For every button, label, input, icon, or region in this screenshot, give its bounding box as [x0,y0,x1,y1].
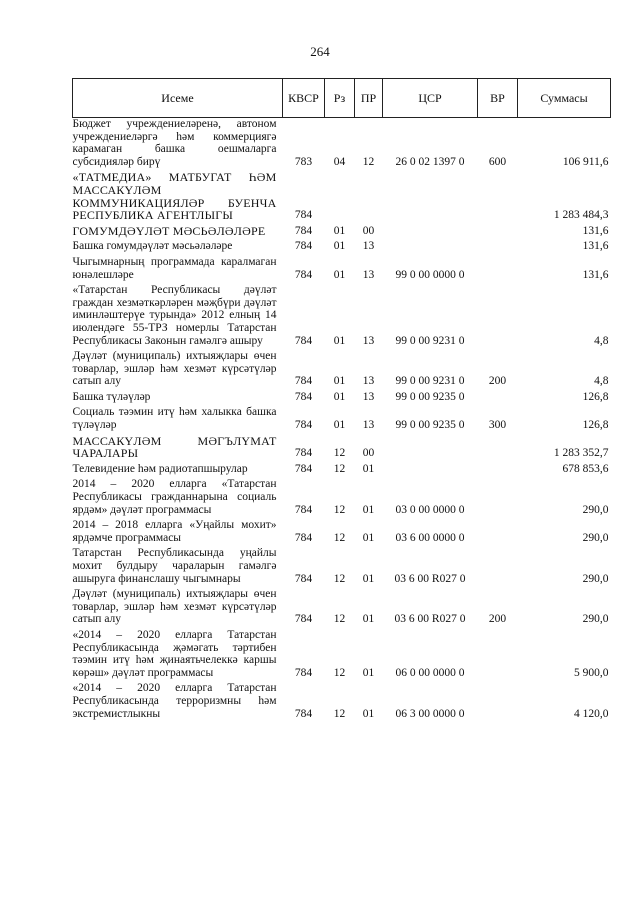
row-name: Дәүләт (муниципаль) ихтыяҗлары өчен товарлар, эшләр һәм хезмәт күрсәтүләр сатып алу [72,350,277,388]
row-pr: 01 [362,572,375,585]
row-pr: 01 [362,613,375,626]
row-pr: 00 [362,447,375,460]
row-kvsr: 784 [294,447,313,460]
row-vr [478,238,518,254]
row-kvsr: 784 [294,613,313,626]
row-name: Социаль тәэмин итү һәм халыкка башка түләүләр [72,406,277,432]
table-row [73,404,611,432]
row-name: Дәүләт (муниципаль) ихтыяҗлары өчен товарлар, эшләр һәм хезмәт күрсәтүләр сатып алу [72,588,277,626]
row-rz: 12 [333,613,346,626]
row-sum: 126,8 [582,390,609,403]
row-csr: 26 0 02 1397 0 [395,155,465,168]
row-kvsr: 784 [294,419,313,432]
table-row [73,348,611,389]
row-sum: 5 900,0 [574,666,609,679]
row-name: МАССАКҮЛӘМ МӘГЪЛҮМАТ ЧАРАЛАРЫ [72,433,277,461]
row-sum: 4,8 [594,375,609,388]
header-rz: Рз [325,79,355,118]
table-row [73,118,611,170]
table-row [73,223,611,239]
row-csr [383,238,478,254]
row-name: Телевидение һәм радиотапшырулар [72,462,248,475]
row-vr [478,545,518,586]
row-name: Башка гомумдәүләт мәсьәләләре [72,240,233,253]
row-pr: 13 [362,334,375,347]
row-sum: 678 853,6 [562,462,609,475]
row-pr: 01 [362,503,375,516]
row-name: 2014 – 2020 елларга «Татарстан Республикасы гражданнарына социаль ярдәм» дәүләт программасы [72,478,277,516]
row-sum: 290,0 [582,572,609,585]
row-rz [325,169,355,222]
row-name: «2014 – 2020 елларга Татарстан Республикасында җәмәгать тәртибен тәэмин итү һәм җинаятьчелеккә каршы көрәш» дәүләт программасы [72,628,277,679]
row-name: «ТАТМЕДИА» МАТБУГАТ ҺӘМ МАССАКҮЛӘМ КОММУНИКАЦИЯЛӘР БУЕНЧА РЕСПУБЛИКА АГЕНТЛЫГЫ [72,170,277,223]
row-csr [383,461,478,477]
row-pr: 13 [362,390,375,403]
row-csr [383,433,478,461]
row-rz: 01 [333,375,346,388]
row-kvsr: 784 [294,268,313,281]
row-name: «Татарстан Республикасы дәүләт граждан хезмәткәрләрен мәҗбүри дәүләт иминләштерүе турында» 2012 елның 14 июлендәге 55-ТРЗ номерлы Татарстан Республикасы Законын гамәлгә ашыру [72,284,277,347]
table-header [73,79,611,118]
row-kvsr: 784 [294,707,313,720]
row-kvsr: 784 [294,462,313,475]
table-row [73,680,611,721]
row-sum: 1 283 352,7 [553,447,609,460]
row-csr: 99 0 00 9235 0 [395,390,465,403]
row-vr [478,517,518,545]
table-row [73,476,611,517]
row-vr: 200 [488,375,507,388]
row-pr: 00 [362,224,375,237]
row-vr [478,476,518,517]
row-sum: 1 283 484,3 [553,209,609,222]
row-kvsr: 784 [294,240,313,253]
row-vr [478,433,518,461]
page-number: 264 [310,44,330,59]
row-rz: 01 [333,390,346,403]
row-sum: 131,6 [582,240,609,253]
header-vr: ВР [478,79,518,118]
row-rz: 12 [333,531,346,544]
row-pr: 13 [362,419,375,432]
row-rz: 01 [333,268,346,281]
table-row [73,169,611,222]
row-sum: 131,6 [582,224,609,237]
row-csr: 06 0 00 0000 0 [395,666,465,679]
row-kvsr: 784 [294,531,313,544]
row-csr: 99 0 00 9231 0 [395,334,465,347]
row-pr: 13 [362,240,375,253]
row-kvsr: 784 [294,666,313,679]
header-csr: ЦСР [383,79,478,118]
row-kvsr: 784 [294,375,313,388]
row-vr [478,254,518,282]
row-kvsr: 784 [294,390,313,403]
row-kvsr: 784 [294,224,313,237]
row-kvsr: 784 [294,209,313,222]
row-csr [383,169,478,222]
row-csr: 03 0 00 0000 0 [395,503,465,516]
row-sum: 126,8 [582,419,609,432]
row-sum: 131,6 [582,268,609,281]
row-name: Бюджет учреждениеләренә, автоном учреждениеләргә һәм коммерциягә карамаган башка оешмаларга субсидияләр бирү [72,118,277,168]
row-pr: 01 [362,707,375,720]
row-rz: 12 [333,462,346,475]
row-csr: 99 0 00 9235 0 [395,419,465,432]
row-vr: 600 [488,155,507,168]
row-vr [478,389,518,405]
row-sum: 290,0 [582,531,609,544]
row-csr: 99 0 00 9231 0 [395,375,465,388]
row-sum: 4 120,0 [574,707,609,720]
row-pr: 13 [362,268,375,281]
row-rz: 01 [333,224,346,237]
row-sum: 106 911,6 [562,155,609,168]
row-rz: 01 [333,240,346,253]
row-vr [478,223,518,239]
row-csr: 03 6 00 R027 0 [394,613,466,626]
row-sum: 4,8 [594,334,609,347]
table-row [73,282,611,348]
row-kvsr: 784 [294,572,313,585]
row-kvsr: 784 [294,503,313,516]
table-row [73,627,611,680]
row-pr [355,169,383,222]
table-row [73,586,611,627]
table-row [73,433,611,461]
row-vr [478,282,518,348]
row-rz: 04 [333,155,346,168]
table-row [73,517,611,545]
row-name: Татарстан Республикасында уңайлы мохит булдыру чараларын гамәлгә ашыруга финанслашу чыгымнары [72,547,277,585]
row-rz: 12 [333,707,346,720]
row-pr: 12 [362,155,375,168]
row-rz: 01 [333,334,346,347]
row-pr: 01 [362,462,375,475]
row-name: 2014 – 2018 елларга «Уңайлы мохит» ярдәмче программасы [72,519,277,544]
header-name: Исеме [73,79,283,118]
row-sum: 290,0 [582,613,609,626]
header-pr: ПР [355,79,383,118]
header-sum: Суммасы [518,79,611,118]
row-vr: 300 [488,419,507,432]
row-name: Башка түләүләр [72,390,151,403]
row-rz: 01 [333,419,346,432]
row-name: Чыгымнарның программада каралмаган юнәлешләре [72,255,277,281]
row-name: ГОМУМДӘҮЛӘТ МӘСЬӘЛӘЛӘРЕ [72,223,266,238]
row-kvsr: 783 [294,155,313,168]
row-vr: 200 [488,613,507,626]
row-rz: 12 [333,447,346,460]
row-csr: 99 0 00 0000 0 [395,268,465,281]
row-pr: 13 [362,375,375,388]
row-csr: 06 3 00 0000 0 [395,707,465,720]
row-sum: 290,0 [582,503,609,516]
table-row [73,389,611,405]
row-vr [478,461,518,477]
table-row [73,461,611,477]
row-csr: 03 6 00 R027 0 [394,572,466,585]
row-rz: 12 [333,503,346,516]
row-pr: 01 [362,666,375,679]
row-kvsr: 784 [294,334,313,347]
header-kvsr: КВСР [283,79,325,118]
table-row [73,545,611,586]
table-row [73,238,611,254]
row-vr [478,627,518,680]
row-vr [478,169,518,222]
row-csr [383,223,478,239]
row-rz: 12 [333,572,346,585]
row-csr: 03 6 00 0000 0 [395,531,465,544]
row-vr [478,680,518,721]
row-name: «2014 – 2020 елларга Татарстан Республикасында терроризмны һәм экстремистлыкны [72,682,277,720]
row-rz: 12 [333,666,346,679]
budget-table [72,78,611,721]
row-pr: 01 [362,531,375,544]
table-row [73,254,611,282]
table-body [73,118,611,722]
